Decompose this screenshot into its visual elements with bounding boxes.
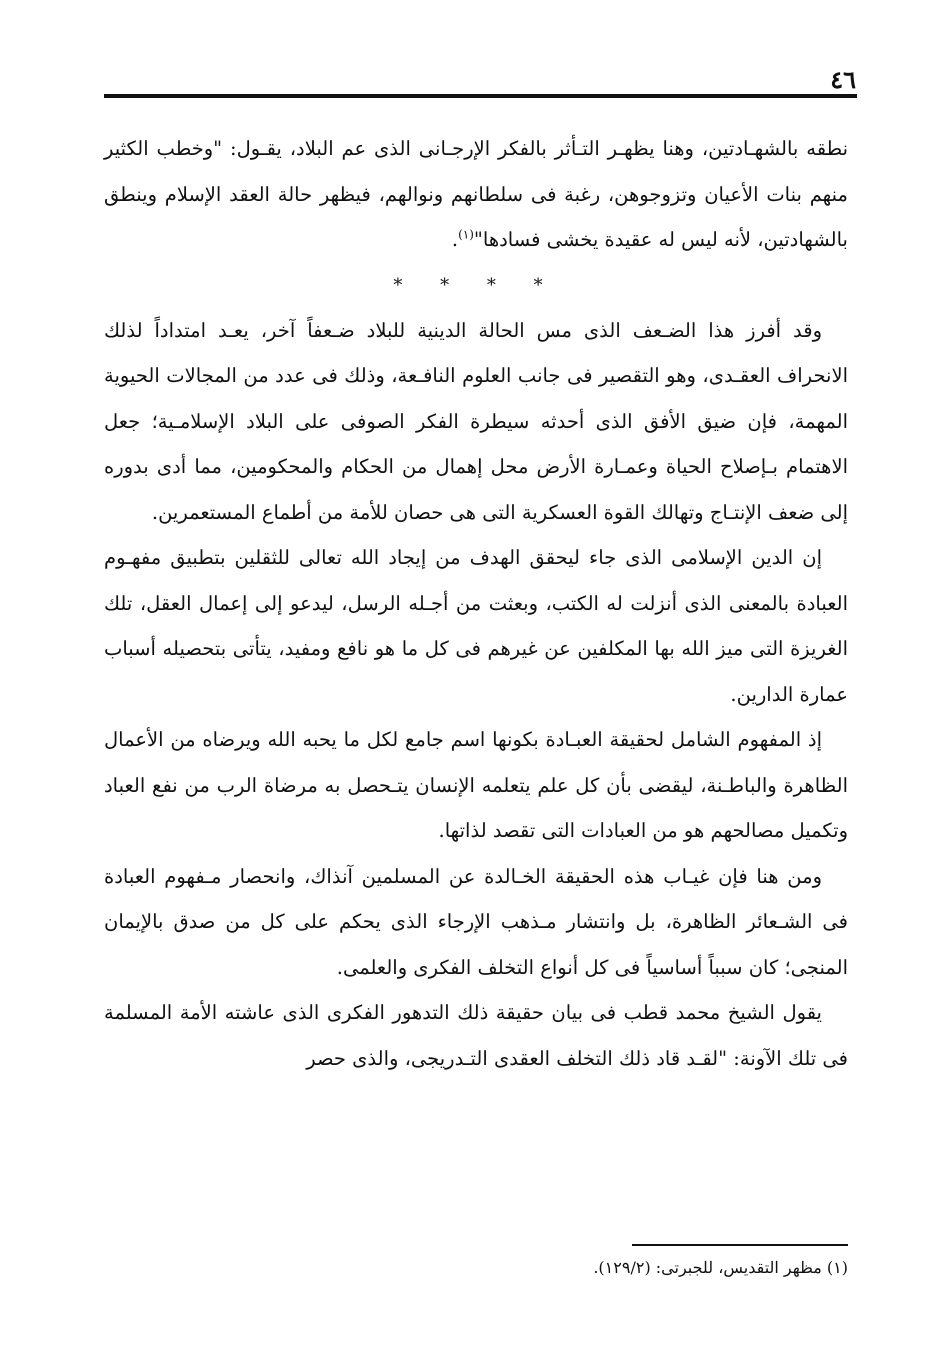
header-rule [104,94,857,98]
intro-paragraph-text: نطقه بالشهـادتين، وهنا يظهـر التـأثر بالفكر الإرجـانى الذى عم البلاد، يقـول: "وخطب الكثير منهم بنات الأعيان وتزوجوهن، رغبة فى سلطانهم ونوالهم، فيظهر حالة العقد الإسلام وينطق بالشهادتين، لأنه ليس له عقيدة يخشى فسادها" [104,137,848,251]
paragraph: يقول الشيخ محمد قطب فى بيان حقيقة ذلك التدهور الفكرى الذى عاشته الأمة المسلمة فى تلك الآونة: "لقـد قاد ذلك التخلف العقدى التـدريجى، والذى حصر [104,1001,848,1070]
footnote-reference: (١) [458,227,474,242]
paragraph: ومن هنا فإن غيـاب هذه الحقيقة الخـالدة عن المسلمين آنذاك، وانحصار مـفهوم العبادة فى الشـعائر الظاهرة، بل وانتشار مـذهب الإرجاء الذى يحكم على كل من صدق بالإيمان المنجى؛ كان سبباً أساسياً فى كل أنواع التخلف الفكرى والعلمى. [104,864,848,979]
section-separator: * * * * [393,274,559,296]
footnote: (١) مظهر التقديس، للجبرتى: (١٢٩/٢). [593,1258,848,1277]
paragraph: وقد أفرز هذا الضـعف الذى مس الحالة الدينية للبلاد ضـعفاً آخر، يعـد امتداداً لذلك الانحراف العقـدى، وهو التقصير فى جانب العلوم النافـعة، وذلك فى عدد من المجالات الحيوية المهمة، فإن ضيق الأفق الذى أحدثه سيطرة الفكر الصوفى على البلاد الإسلامـية؛ جعل الاهتمام بـإصلاح الحياة وعمـارة الأرض محل إهمال من الحكام والمحكومين، مما أدى بدوره إلى ضعف الإنتـاج وتهالك القوة العسكرية التى هى حصان للأمة من أطماع المستعمرين. [104,318,848,524]
paragraph: إن الدين الإسلامى الذى جاء ليحقق الهدف من إيجاد الله تعالى للثقلين بتطبيق مفهـوم العبادة بالمعنى الذى أنزلت له الكتب، وبعثت من أجـله الرسل، ليدعو إلى إعمال العقل، تلك الغريزة التى ميز الله بها المكلفين عن غيرهم فى كل ما هو نافع ومفيد، يتأتى بتحصيله أسباب عمارة الدارين. [104,546,848,706]
paragraph: إذ المفهوم الشامل لحقيقة العبـادة بكونها اسم جامع لكل ما يحبه الله ويرضاه من الأعمال الظاهرة والباطـنة، ليقضى بأن كل علم يتعلمه الإنسان يتـحصل به مرضاة الرب من نفع العباد وتكميل مصالحهم هو من العبادات التى تقصد لذاتها. [104,728,848,842]
body-text [104,126,848,1081]
footnote-rule [632,1244,848,1246]
page-number: ٤٦ [830,65,856,94]
intro-paragraph: نطقه بالشهـادتين، وهنا يظهـر التـأثر بالفكر الإرجـانى الذى عم البلاد، يقـول: "وخطب الكثير منهم بنات الأعيان وتزوجوهن، رغبة فى سلطانهم ونوالهم، فيظهر حالة العقد الإسلام وينطق بالشهادتين، لأنه ليس له عقيدة يخشى فسادها"$^{(١)}$. [104,137,848,251]
